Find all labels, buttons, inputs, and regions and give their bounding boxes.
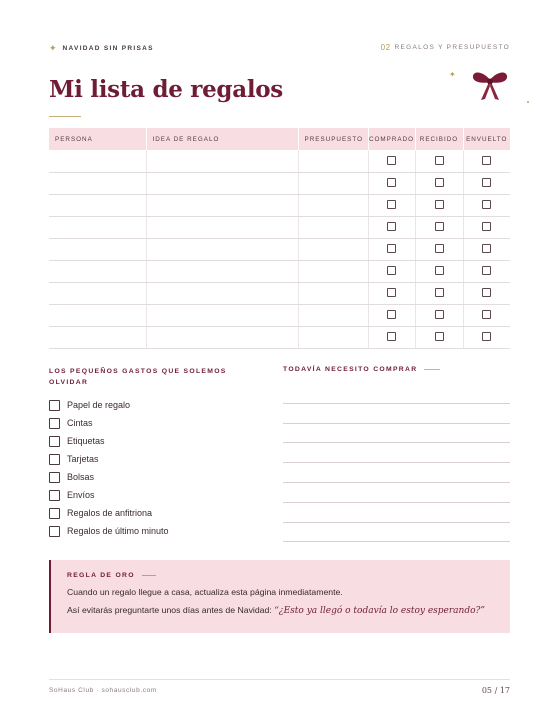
checkbox[interactable]: [435, 310, 444, 319]
golden-rule-box: [49, 560, 510, 633]
cell-person[interactable]: [49, 238, 146, 260]
cell-bought: [368, 238, 415, 260]
column-header-bought: COMPRADO: [368, 128, 415, 150]
cell-bought: [368, 326, 415, 348]
cell-gift-idea[interactable]: [146, 172, 298, 194]
list-item[interactable]: [49, 414, 169, 432]
checkbox[interactable]: [435, 244, 444, 253]
cell-wrapped: [463, 304, 510, 326]
table-row: [49, 304, 510, 326]
cell-budget[interactable]: [298, 326, 368, 348]
checkbox[interactable]: [482, 310, 491, 319]
table-row: [49, 216, 510, 238]
decorative-dot: [527, 101, 529, 103]
cell-wrapped: [463, 150, 510, 172]
cell-gift-idea[interactable]: [146, 326, 298, 348]
column-header-person: PERSONA: [49, 128, 146, 150]
list-item-label: Regalos de anfitriona: [67, 508, 153, 518]
cell-received: [415, 260, 463, 282]
golden-rule-header: [67, 572, 494, 579]
golden-rule-line-1: Cuando un regalo llegue a casa, actualiza esta página inmediatamente.: [67, 587, 343, 597]
sparkle-icon: ✦: [49, 43, 57, 53]
cell-wrapped: [463, 282, 510, 304]
title-dash: [424, 369, 440, 370]
table-row: [49, 194, 510, 216]
cell-person[interactable]: [49, 282, 146, 304]
checkbox[interactable]: [482, 178, 491, 187]
page-number: 05 / 17: [481, 686, 510, 695]
list-item-label: Cintas: [67, 418, 93, 428]
cell-gift-idea[interactable]: [146, 150, 298, 172]
list-item[interactable]: [49, 468, 169, 486]
checkbox[interactable]: [387, 288, 396, 297]
cell-wrapped: [463, 238, 510, 260]
cell-wrapped: [463, 326, 510, 348]
checkbox[interactable]: [387, 222, 396, 231]
bow-icon: [470, 66, 510, 106]
running-header-right: [381, 43, 510, 52]
cell-received: [415, 172, 463, 194]
column-header-received: RECIBIDO: [415, 128, 463, 150]
title-dash: [142, 575, 156, 576]
cell-person[interactable]: [49, 326, 146, 348]
cell-wrapped: [463, 260, 510, 282]
golden-rule-prefix: Así evitarás preguntarte unos días antes de Navidad:: [67, 605, 275, 615]
checkbox[interactable]: [435, 288, 444, 297]
checkbox[interactable]: [49, 526, 60, 537]
cell-bought: [368, 172, 415, 194]
list-item-label: Papel de regalo: [67, 400, 131, 410]
small-expenses-title: LOS PEQUEÑOS GASTOS QUE SOLEMOS OLVIDAR: [49, 368, 227, 386]
cell-budget[interactable]: [298, 260, 368, 282]
cell-received: [415, 194, 463, 216]
cell-bought: [368, 260, 415, 282]
golden-rule-title: REGLA DE ORO: [67, 572, 135, 579]
checkbox[interactable]: [387, 266, 396, 275]
checkbox[interactable]: [49, 454, 60, 465]
total-pages: 17: [499, 686, 510, 695]
list-item-label: Bolsas: [67, 472, 95, 482]
checkbox[interactable]: [387, 200, 396, 209]
list-item-label: Etiquetas: [67, 436, 105, 446]
cell-received: [415, 238, 463, 260]
writing-line[interactable]: [283, 443, 510, 463]
cell-bought: [368, 304, 415, 326]
cell-gift-idea[interactable]: [146, 194, 298, 216]
cell-bought: [368, 194, 415, 216]
gift-table: [49, 128, 510, 349]
checkbox[interactable]: [49, 472, 60, 483]
checkbox[interactable]: [482, 266, 491, 275]
header-left-label: NAVIDAD SIN PRISAS: [62, 45, 154, 52]
checkbox[interactable]: [435, 332, 444, 341]
table-header-row: [49, 128, 510, 150]
table-row: [49, 260, 510, 282]
checkbox[interactable]: [387, 156, 396, 165]
still-need-title-wrap: [283, 366, 440, 373]
list-item[interactable]: [49, 522, 169, 540]
still-need-lines: [283, 384, 510, 542]
running-header-left: [49, 43, 154, 54]
cell-person[interactable]: [49, 304, 146, 326]
table-row: [49, 172, 510, 194]
cell-received: [415, 216, 463, 238]
cell-budget[interactable]: [298, 304, 368, 326]
column-header-wrapped: ENVUELTO: [463, 128, 510, 150]
column-header-budget: PRESUPUESTO: [298, 128, 368, 150]
checkbox[interactable]: [49, 418, 60, 429]
table-row: [49, 150, 510, 172]
cell-bought: [368, 282, 415, 304]
cell-received: [415, 326, 463, 348]
small-expenses-checklist: [49, 396, 169, 540]
cell-person[interactable]: [49, 260, 146, 282]
checkbox[interactable]: [482, 244, 491, 253]
cell-person[interactable]: [49, 194, 146, 216]
footer-divider: [49, 679, 510, 680]
cell-person[interactable]: [49, 150, 146, 172]
footer-brand: SoHaus Club · sohausclub.com: [49, 687, 157, 694]
checkbox[interactable]: [387, 244, 396, 253]
list-item-label: Tarjetas: [67, 454, 99, 464]
checkbox[interactable]: [482, 332, 491, 341]
title-underline: [49, 116, 81, 117]
cell-budget[interactable]: [298, 238, 368, 260]
writing-line[interactable]: [283, 483, 510, 503]
table-row: [49, 282, 510, 304]
list-item[interactable]: [49, 486, 169, 504]
writing-line[interactable]: [283, 523, 510, 543]
cell-gift-idea[interactable]: [146, 304, 298, 326]
checkbox[interactable]: [482, 222, 491, 231]
column-header-gift-idea: IDEA DE REGALO: [146, 128, 298, 150]
checkbox[interactable]: [435, 266, 444, 275]
cell-received: [415, 150, 463, 172]
cell-person[interactable]: [49, 216, 146, 238]
checkbox[interactable]: [49, 508, 60, 519]
cell-budget[interactable]: [298, 150, 368, 172]
list-item[interactable]: [49, 432, 169, 450]
cell-budget[interactable]: [298, 216, 368, 238]
cell-wrapped: [463, 216, 510, 238]
checkbox[interactable]: [49, 436, 60, 447]
writing-line[interactable]: [283, 404, 510, 424]
checkbox[interactable]: [482, 288, 491, 297]
cell-gift-idea[interactable]: [146, 282, 298, 304]
table-row: [49, 238, 510, 260]
writing-line[interactable]: [283, 424, 510, 444]
checkbox[interactable]: [49, 400, 60, 411]
cell-wrapped: [463, 172, 510, 194]
checkbox[interactable]: [387, 178, 396, 187]
section-number: 02: [380, 43, 391, 52]
checkbox[interactable]: [435, 200, 444, 209]
checkbox[interactable]: [435, 178, 444, 187]
golden-rule-quote: “¿Esto ya llegó o todavía lo estoy esperando?”: [274, 606, 485, 616]
writing-line[interactable]: [283, 463, 510, 483]
checkbox[interactable]: [435, 156, 444, 165]
cell-budget[interactable]: [298, 194, 368, 216]
section-label: REGALOS Y PRESUPUESTO: [394, 44, 510, 51]
cell-received: [415, 304, 463, 326]
cell-gift-idea[interactable]: [146, 216, 298, 238]
writing-line[interactable]: [283, 503, 510, 523]
cell-budget[interactable]: [298, 172, 368, 194]
checkbox[interactable]: [482, 200, 491, 209]
checkbox[interactable]: [387, 310, 396, 319]
checkbox[interactable]: [387, 332, 396, 341]
cell-wrapped: [463, 194, 510, 216]
table-row: [49, 326, 510, 348]
checkbox[interactable]: [435, 222, 444, 231]
cell-bought: [368, 216, 415, 238]
cell-gift-idea[interactable]: [146, 260, 298, 282]
list-item-label: Regalos de último minuto: [67, 526, 169, 536]
golden-rule-line-2: [67, 605, 494, 616]
list-item-label: Envíos: [67, 490, 95, 500]
list-item[interactable]: [49, 504, 169, 522]
cell-received: [415, 282, 463, 304]
list-item[interactable]: [49, 450, 169, 468]
sparkle-icon: ✦: [449, 70, 456, 79]
checkbox[interactable]: [49, 490, 60, 501]
cell-budget[interactable]: [298, 282, 368, 304]
page-title: Mi lista de regalos: [49, 76, 283, 103]
list-item[interactable]: [49, 396, 169, 414]
current-page: 05: [481, 686, 493, 695]
writing-line[interactable]: [283, 384, 510, 404]
cell-person[interactable]: [49, 172, 146, 194]
still-need-title: TODAVÍA NECESITO COMPRAR: [283, 366, 418, 373]
cell-bought: [368, 150, 415, 172]
cell-gift-idea[interactable]: [146, 238, 298, 260]
checkbox[interactable]: [482, 156, 491, 165]
